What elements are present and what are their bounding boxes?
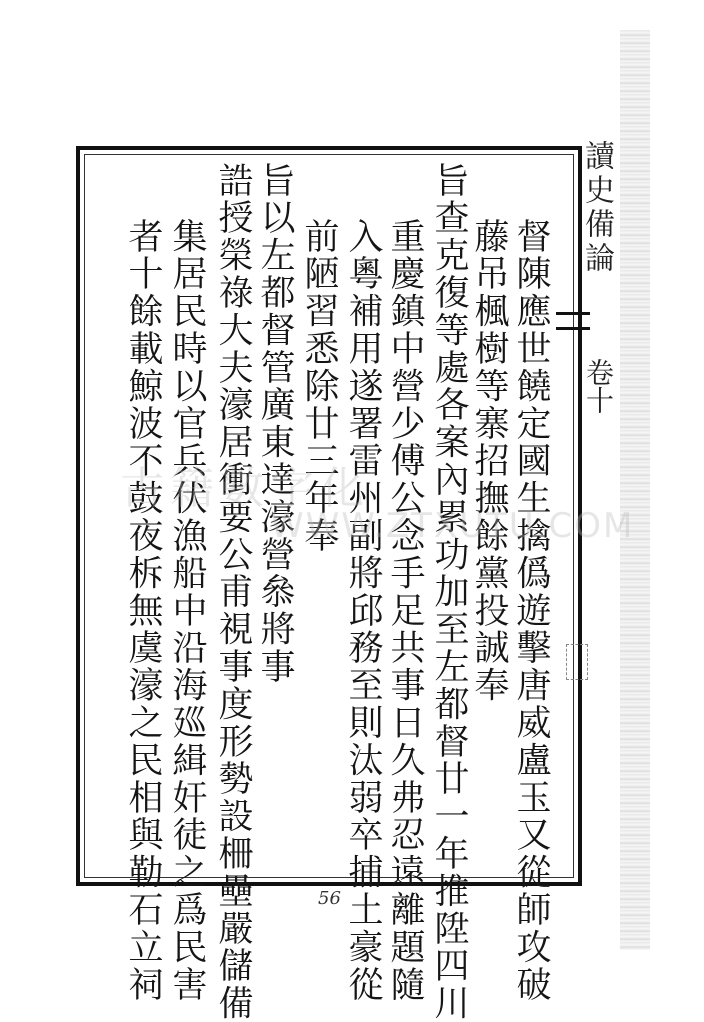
page-number: 56 (318, 888, 341, 909)
text-column-5: 入粵補用遂署雷州副將邱務至則汰弱卒捕土豪從 (343, 218, 383, 1004)
watermark-text: 古籍數字化 (120, 463, 370, 514)
text-column-4: 重慶鎮中營少傅公念手足共事日久弗忍遠離題隨 (385, 218, 425, 1004)
spine-volume-label: 卷十 (582, 358, 615, 414)
watermark-url: WWW.ZTXUTU.COM (270, 506, 635, 546)
spine-seal-stamp (566, 644, 588, 680)
book-spine-margin (579, 40, 618, 920)
text-column-2: 藤吊楓樹等寨招撫餘黨投誠奉 (469, 218, 509, 705)
text-column-1: 督陳應世饒定國生擒僞遊擊唐威盧玉又從師攻破 (511, 218, 551, 1004)
spine-book-title: 讀史備論 (579, 140, 614, 276)
page-edge-texture (620, 30, 650, 950)
text-column-9: 集居民時以官兵伏漁船中沿海廵緝奸徒之爲民害 (167, 218, 207, 1004)
text-column-7: 旨以左都督管廣東達濠營叅將事 (255, 162, 295, 686)
text-column-8: 誥授榮祿大夫濠居衝要公甫視事度形勢設柵壘嚴儲備 (213, 162, 253, 1022)
fishtail-mark (556, 312, 590, 330)
text-column-10: 者十餘載鯨波不鼓夜柝無虞濠之民相與勒石立祠 (123, 218, 163, 1004)
text-column-3: 旨查克復等處各案內累功加至左都督廿一年推陞四川 (429, 162, 469, 1022)
text-column-6: 前陋習悉除廿三年奉 (299, 218, 339, 555)
